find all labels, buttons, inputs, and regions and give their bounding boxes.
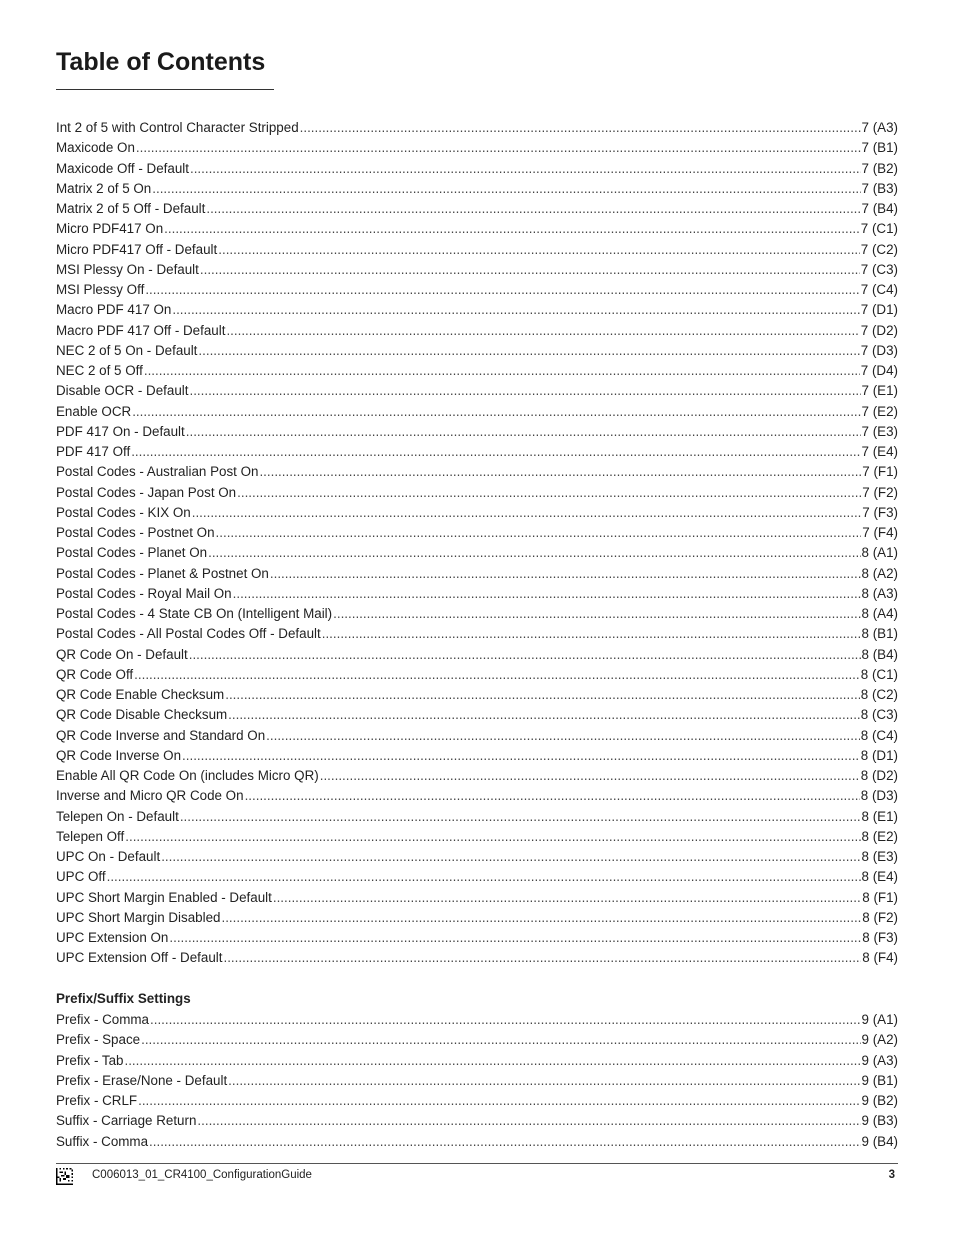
toc-dot-leader <box>192 503 862 523</box>
title-underline <box>56 89 274 90</box>
toc-entry-label: UPC Short Margin Disabled <box>56 909 221 925</box>
toc-dot-leader <box>134 665 860 685</box>
toc-entry-label: Disable OCR - Default <box>56 383 189 399</box>
toc-entry-page: 8 (B4) <box>861 646 898 662</box>
toc-entry[interactable] <box>56 827 898 847</box>
toc-entry-page: 7 (F1) <box>862 464 898 480</box>
toc-entry[interactable] <box>56 219 898 239</box>
toc-entry[interactable] <box>56 240 898 260</box>
toc-entry-page: 8 (D2) <box>860 768 898 783</box>
toc-entry-label: Maxicode Off - Default <box>56 160 189 176</box>
toc-entry-page: 7 (A3) <box>861 120 898 135</box>
toc-dot-leader <box>208 543 860 563</box>
toc-entry-page: 8 (C3) <box>860 707 898 723</box>
toc-entry-page: 7 (F4) <box>862 525 898 540</box>
toc-entry-label: Macro PDF 417 Off - Default <box>56 322 226 338</box>
toc-entry-page: 9 (A3) <box>861 1052 898 1068</box>
toc-entry-page: 8 (C4) <box>860 727 898 743</box>
toc-entry-page: 8 (F4) <box>862 950 898 966</box>
toc-entry-label: UPC Extension On <box>56 930 169 945</box>
toc-entry-label: QR Code Inverse and Standard On <box>56 727 266 743</box>
toc-entry-page: 7 (F3) <box>862 504 898 520</box>
toc-dot-leader <box>270 564 861 584</box>
toc-entry-page: 7 (D3) <box>860 342 898 358</box>
toc-entry-page: 7 (D4) <box>860 363 898 378</box>
toc-entry[interactable] <box>56 442 898 462</box>
toc-entry-label: Prefix - Space <box>56 1032 141 1048</box>
toc-entry[interactable] <box>56 361 898 381</box>
toc-entry-label: NEC 2 of 5 On - Default <box>56 342 198 358</box>
toc-entry[interactable] <box>56 199 898 219</box>
toc-entry-label: QR Code Enable Checksum <box>56 687 225 702</box>
toc-entry-label: Int 2 of 5 with Control Character Stripped <box>56 120 299 135</box>
toc-entry[interactable] <box>56 888 898 908</box>
toc-entry[interactable] <box>56 1071 898 1091</box>
toc-entry-label: Postal Codes - Royal Mail On <box>56 585 232 601</box>
footer-divider <box>56 1163 898 1164</box>
toc-entry-label: Matrix 2 of 5 On <box>56 180 152 196</box>
toc-entry[interactable] <box>56 705 898 725</box>
toc-entry-page: 8 (A4) <box>861 606 898 621</box>
toc-dot-leader <box>145 280 859 300</box>
datamatrix-icon <box>56 1168 73 1185</box>
toc-entry[interactable] <box>56 381 898 401</box>
toc-dot-leader <box>169 928 861 948</box>
toc-entry-label: Prefix - Comma <box>56 1012 150 1027</box>
toc-entry[interactable] <box>56 847 898 867</box>
toc-entry[interactable] <box>56 564 898 584</box>
toc-dot-leader <box>245 786 860 806</box>
toc-entry[interactable] <box>56 483 898 503</box>
toc-entry-label: UPC On - Default <box>56 849 161 864</box>
toc-entry[interactable] <box>56 685 898 705</box>
toc-entry-label: UPC Off <box>56 869 106 885</box>
toc-entry[interactable] <box>56 604 898 624</box>
toc-entry-label: Micro PDF417 On <box>56 221 164 237</box>
page-title: Table of Contents <box>56 48 266 76</box>
toc-entry-label: QR Code Off <box>56 666 134 682</box>
toc-entry[interactable] <box>56 341 898 361</box>
toc-dot-leader <box>266 726 860 746</box>
toc-entry-page: 7 (B3) <box>861 180 898 196</box>
toc-dot-leader <box>228 1071 860 1091</box>
toc-dot-leader <box>164 219 860 239</box>
toc-entry-label: Postal Codes - All Postal Codes Off - Default <box>56 626 321 642</box>
toc-dot-leader <box>333 604 860 624</box>
toc-entry-page: 7 (C3) <box>860 261 898 277</box>
toc-entry-label: MSI Plessy On - Default <box>56 261 199 277</box>
toc-entry[interactable] <box>56 159 898 179</box>
toc-entry-page: 9 (A2) <box>861 1032 898 1048</box>
toc-entry[interactable] <box>56 665 898 685</box>
toc-entry-page: 8 (A2) <box>861 565 898 581</box>
toc-entry-page: 8 (F1) <box>862 889 898 905</box>
toc-dot-leader <box>141 1030 860 1050</box>
toc-entry-page: 7 (E2) <box>861 403 898 419</box>
toc-entry[interactable] <box>56 867 898 887</box>
toc-entry-label: Prefix - CRLF <box>56 1093 138 1108</box>
toc-entry-label: Micro PDF417 Off - Default <box>56 241 218 257</box>
document-id: C006013_01_CR4100_ConfigurationGuide <box>92 1169 312 1181</box>
toc-entry[interactable] <box>56 1010 898 1030</box>
toc-entry[interactable] <box>56 280 898 300</box>
toc-entry-page: 7 (E4) <box>861 444 898 459</box>
toc-entry[interactable] <box>56 1132 898 1152</box>
toc-dot-leader <box>144 361 860 381</box>
toc-entry-page: 8 (A3) <box>861 585 898 601</box>
toc-entry[interactable] <box>56 807 898 827</box>
toc-entry-page: 8 (D3) <box>860 788 898 804</box>
toc-entry-page: 7 (D2) <box>860 322 898 338</box>
toc-dot-leader <box>182 746 860 766</box>
toc-entry-page: 7 (E1) <box>861 383 898 399</box>
toc-dot-leader <box>107 867 861 887</box>
toc-entry-page: 8 (E2) <box>861 828 898 844</box>
toc-entry-label: PDF 417 On - Default <box>56 423 185 439</box>
toc-dot-leader <box>259 462 861 482</box>
toc-entry[interactable] <box>56 1030 898 1050</box>
toc-entry-label: Postal Codes - Planet & Postnet On <box>56 565 269 581</box>
toc-entry-page: 7 (D1) <box>860 302 898 318</box>
toc-dot-leader <box>322 624 861 644</box>
toc-entry-label: Postal Codes - Australian Post On <box>56 464 259 480</box>
toc-dot-leader <box>161 847 860 867</box>
toc-entry-label: MSI Plessy Off <box>56 282 145 297</box>
toc-entry-label: Postal Codes - Planet On <box>56 545 208 561</box>
toc-entry-page: 8 (C2) <box>860 687 898 702</box>
toc-entry-label: Postal Codes - 4 State CB On (Intelligent Mail) <box>56 606 333 621</box>
toc-entry-page: 8 (D1) <box>860 747 898 763</box>
toc-entry-label: Prefix - Erase/None - Default <box>56 1072 228 1088</box>
toc-dot-leader <box>136 138 861 158</box>
toc-dot-leader <box>221 908 861 928</box>
toc-entry-page: 9 (B4) <box>861 1133 898 1149</box>
toc-entry-page: 7 (C1) <box>860 221 898 237</box>
toc-entry-page: 7 (B2) <box>861 160 898 176</box>
toc-entry-page: 8 (E3) <box>861 849 898 864</box>
toc-dot-leader <box>124 1051 860 1071</box>
toc-dot-leader <box>132 402 860 422</box>
toc-entry[interactable] <box>56 462 898 482</box>
toc-entry[interactable] <box>56 118 898 138</box>
toc-entry[interactable] <box>56 260 898 280</box>
toc-entry-page: 8 (F2) <box>862 909 898 925</box>
toc-entry[interactable] <box>56 543 898 563</box>
toc-entry[interactable] <box>56 1111 898 1131</box>
toc-dot-leader <box>218 240 860 260</box>
toc-dot-leader <box>152 179 860 199</box>
toc-entry-page: 8 (C1) <box>860 666 898 682</box>
toc-entry[interactable] <box>56 179 898 199</box>
page-number: 3 <box>888 1169 895 1181</box>
toc-entry[interactable] <box>56 1091 898 1111</box>
toc-dot-leader <box>149 1132 861 1152</box>
toc-entry-page: 7 (C4) <box>860 282 898 297</box>
toc-dot-leader <box>150 1010 861 1030</box>
toc-entry[interactable] <box>56 1051 898 1071</box>
toc-entry-page: 9 (B2) <box>861 1093 898 1108</box>
toc-entry-page: 7 (B1) <box>861 140 898 156</box>
toc-entry[interactable] <box>56 402 898 422</box>
toc-dot-leader <box>300 118 861 138</box>
toc-dot-leader <box>233 584 861 604</box>
toc-entry-label: Enable OCR <box>56 403 132 419</box>
toc-entry-label: Suffix - Carriage Return <box>56 1113 197 1129</box>
toc-entry[interactable] <box>56 503 898 523</box>
toc-entry-label: Maxicode On <box>56 140 135 156</box>
toc-entry-label: QR Code Disable Checksum <box>56 707 228 723</box>
toc-entry-label: QR Code On - Default <box>56 646 188 662</box>
toc-dot-leader <box>237 483 861 503</box>
toc-entry-label: PDF 417 Off <box>56 444 131 459</box>
toc-entry-page: 8 (F3) <box>862 930 898 945</box>
toc-entry-page: 8 (E4) <box>861 869 898 885</box>
toc-entry-page: 7 (C2) <box>860 241 898 257</box>
toc-entry[interactable] <box>56 584 898 604</box>
toc-entry-page: 8 (E1) <box>861 808 898 824</box>
toc-entry[interactable] <box>56 300 898 320</box>
toc-dot-leader <box>131 442 860 462</box>
toc-dot-leader <box>206 199 860 219</box>
toc-entry-label: Macro PDF 417 On <box>56 302 172 318</box>
toc-entry[interactable] <box>56 624 898 644</box>
toc-list <box>56 118 898 969</box>
toc-entry-label: Postal Codes - Postnet On <box>56 525 215 540</box>
toc-dot-leader <box>189 645 861 665</box>
toc-dot-leader <box>190 159 861 179</box>
toc-entry-label: UPC Short Margin Enabled - Default <box>56 889 272 905</box>
toc-entry[interactable] <box>56 746 898 766</box>
toc-dot-leader <box>223 948 861 968</box>
toc-entry-label: Telepen On - Default <box>56 808 179 824</box>
toc-dot-leader <box>198 341 859 361</box>
toc-dot-leader <box>228 705 860 725</box>
toc-entry-page: 7 (F2) <box>862 484 898 500</box>
toc-entry-label: UPC Extension Off - Default <box>56 950 223 966</box>
toc-dot-leader <box>189 381 860 401</box>
toc-entry-label: Prefix - Tab <box>56 1052 124 1068</box>
toc-entry-page: 9 (B1) <box>861 1072 898 1088</box>
toc-entry[interactable] <box>56 321 898 341</box>
toc-dot-leader <box>273 888 861 908</box>
toc-dot-leader <box>186 422 861 442</box>
toc-dot-leader <box>125 827 860 847</box>
toc-dot-leader <box>225 685 860 705</box>
toc-dot-leader <box>320 766 860 786</box>
toc-dot-leader <box>200 260 860 280</box>
toc-entry[interactable] <box>56 908 898 928</box>
toc-entry-label: Matrix 2 of 5 Off - Default <box>56 201 206 216</box>
toc-entry-label: Inverse and Micro QR Code On <box>56 788 244 804</box>
toc-entry-label: Postal Codes - Japan Post On <box>56 484 237 500</box>
toc-entry[interactable] <box>56 726 898 746</box>
toc-dot-leader <box>138 1091 860 1111</box>
toc-entry-label: Enable All QR Code On (includes Micro QR) <box>56 768 319 783</box>
toc-dot-leader <box>216 523 862 543</box>
toc-entry-label: Telepen Off <box>56 828 125 844</box>
toc-entry[interactable] <box>56 645 898 665</box>
toc-entry-page: 7 (E3) <box>861 423 898 439</box>
toc-entry-label: Postal Codes - KIX On <box>56 504 191 520</box>
toc-entry-label: NEC 2 of 5 Off <box>56 363 143 378</box>
toc-dot-leader <box>226 321 859 341</box>
toc-dot-leader <box>180 807 861 827</box>
toc-entry[interactable] <box>56 523 898 543</box>
toc-entry[interactable] <box>56 766 898 786</box>
toc-entry[interactable] <box>56 138 898 158</box>
toc-entry-page: 7 (B4) <box>861 201 898 216</box>
toc-entry-page: 9 (A1) <box>861 1012 898 1027</box>
toc-entry-label: Suffix - Comma <box>56 1133 149 1149</box>
toc-entry[interactable] <box>56 422 898 442</box>
toc-list-prefix-suffix <box>56 1010 898 1152</box>
toc-entry-page: 9 (B3) <box>861 1113 898 1129</box>
toc-dot-leader <box>172 300 859 320</box>
toc-entry-label: QR Code Inverse On <box>56 747 182 763</box>
section-heading: Prefix/Suffix Settings <box>56 991 191 1006</box>
toc-entry-page: 8 (A1) <box>861 545 898 561</box>
toc-dot-leader <box>197 1111 860 1131</box>
toc-entry[interactable] <box>56 948 898 968</box>
toc-entry-page: 8 (B1) <box>861 626 898 642</box>
toc-entry[interactable] <box>56 928 898 948</box>
toc-entry[interactable] <box>56 786 898 806</box>
